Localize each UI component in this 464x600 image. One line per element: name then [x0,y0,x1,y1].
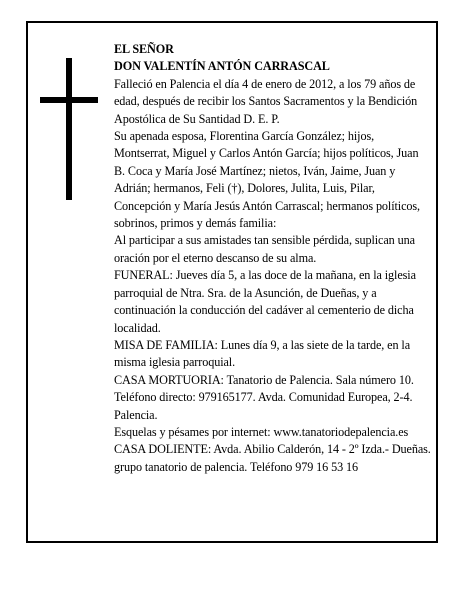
prayer-request: Al participar a sus amistades tan sensible pérdida, suplican una oración por el eterno descanso de su alma. [114,233,415,265]
notice-text [114,41,432,476]
funeral-group-phone: grupo tanatorio de palencia. Teléfono 979 16 53 16 [114,459,359,474]
family-mass-details: MISA DE FAMILIA: Lunes día 9, a las siete de la tarde, en la misma iglesia parroquial. [114,337,411,370]
online-condolences: Esquelas y pésames por internet: www.tanatoriodepalencia.es [114,424,409,439]
latin-cross-icon [40,58,98,200]
notice-heading-title: EL SEÑOR [114,42,174,56]
funeral-home-details: CASA MORTUORIA: Tanatorio de Palencia. Sala número 10. Teléfono directo: 979165177. Avda. Comunidad Europea, 2-4. Palencia. [114,372,414,422]
funeral-details: FUNERAL: Jueves día 5, a las doce de la mañana, en la iglesia parroquial de Ntra. Sra. de la Asunción, de Dueñas, y a continuación la conducción del cadáver al cementerio de dicha localidad. [114,268,416,335]
cross-vertical-bar [66,58,72,200]
family-list: Su apenada esposa, Florentina García González; hijos, Montserrat, Miguel y Carlos Antón García; hijos políticos, Juan B. Coca y María José Martínez; nietos, Iván, Jaime, Juan y Adrián; hermanos, Feli (†), Dolores, Julita, Luis, Pilar, Concepción y María Jesús Antón Carrascal; hermanos políticos, sobrinos, primos y demás familia: [114,129,420,231]
mourning-home-address: CASA DOLIENTE: Avda. Abilio Calderón, 14 - 2º Izda.- Dueñas. [114,442,431,457]
cross-horizontal-bar [40,97,98,103]
deceased-name: DON VALENTÍN ANTÓN CARRASCAL [114,59,330,74]
death-announcement: Falleció en Palencia el día 4 de enero de 2012, a los 79 años de edad, después de recibir los Santos Sacramentos y la Bendición Apostólica de Su Santidad D. E. P. [114,76,418,126]
obituary-notice [26,21,438,543]
